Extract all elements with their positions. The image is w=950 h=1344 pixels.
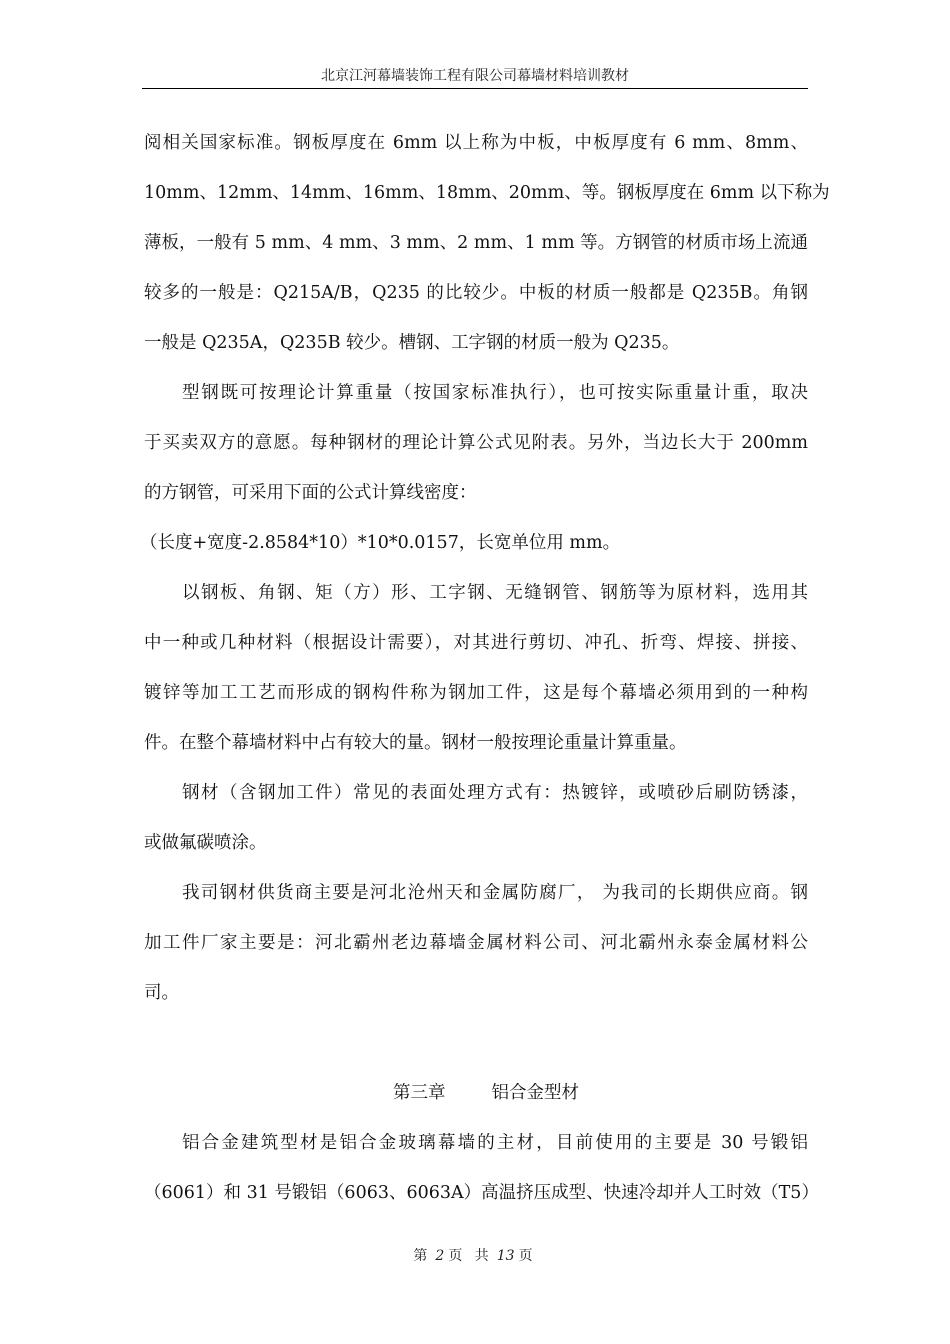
footer-middle: 页 共 (448, 1248, 493, 1264)
footer-suffix: 页 (518, 1248, 537, 1264)
header-title: 北京江河幕墙装饰工程有限公司幕墙材料培训教材 (321, 68, 629, 84)
body-line: （6061）和 31 号锻铝（6063、6063A）高温挤压成型、快速冷却并人工时效（T5） (144, 1183, 819, 1203)
chapter-number: 第三章 (393, 1083, 446, 1103)
formula-line: （长度+宽度-2.8584*10）*10*0.0157，长宽单位用 mm。 (140, 533, 621, 553)
body-line: 一般是 Q235A，Q235B 较少。槽钢、工字钢的材质一般为 Q235。 (144, 333, 680, 353)
body-line: 10mm、12mm、14mm、16mm、18mm、20mm、等。钢板厚度在 6mm 以下称为 (144, 183, 830, 203)
chapter-title: 铝合金型材 (491, 1083, 579, 1103)
body-line: 件。在整个幕墙材料中占有较大的量。钢材一般按理论重量计算重量。 (144, 733, 687, 753)
section-gap (144, 1018, 808, 1068)
body-line: 镀锌等加工工艺而形成的钢构件称为钢加工件，这是每个幕墙必须用到的一种构 (144, 683, 808, 703)
body-line: 较多的一般是：Q215A/B，Q235 的比较少。中板的材质一般都是 Q235B。角钢 (144, 283, 808, 303)
footer-page-number: 2 (435, 1248, 445, 1264)
page-footer (0, 1245, 950, 1265)
body-line: 钢材（含钢加工件）常见的表面处理方式有：热镀锌，或喷砂后刷防锈漆， (182, 783, 808, 803)
body-line: 中一种或几种材料（根据设计需要），对其进行剪切、冲孔、折弯、焊接、拼接、 (144, 633, 808, 653)
footer-total-pages: 13 (496, 1248, 515, 1264)
body-line: 薄板，一般有 5 mm、4 mm、3 mm、2 mm、1 mm 等。方钢管的材质市场上流通 (144, 233, 808, 253)
document-body (140, 118, 830, 1218)
header-rule (142, 88, 808, 89)
page-header (142, 66, 808, 86)
body-line: 于买卖双方的意愿。每种钢材的理论计算公式见附表。另外，当边长大于 200mm (144, 433, 808, 453)
body-line: 铝合金建筑型材是铝合金玻璃幕墙的主材，目前使用的主要是 30 号锻铝 (182, 1133, 808, 1153)
footer-prefix: 第 (413, 1248, 432, 1264)
body-line: 阅相关国家标准。钢板厚度在 6mm 以上称为中板，中板厚度有 6 mm、8mm、 (144, 133, 808, 153)
body-line: 司。 (144, 983, 179, 1003)
body-line: 加工件厂家主要是：河北霸州老边幕墙金属材料公司、河北霸州永泰金属材料公 (144, 933, 808, 953)
body-line: 型钢既可按理论计算重量（按国家标准执行），也可按实际重量计重，取决 (182, 383, 808, 403)
body-line: 的方钢管，可采用下面的公式计算线密度： (144, 483, 477, 503)
body-line: 或做氟碳喷涂。 (144, 833, 267, 853)
chapter-heading (144, 1068, 808, 1118)
body-line: 以钢板、角钢、矩（方）形、工字钢、无缝钢管、钢筋等为原材料，选用其 (182, 583, 808, 603)
body-line: 我司钢材供货商主要是河北沧州天和金属防腐厂， 为我司的长期供应商。钢 (182, 883, 808, 903)
